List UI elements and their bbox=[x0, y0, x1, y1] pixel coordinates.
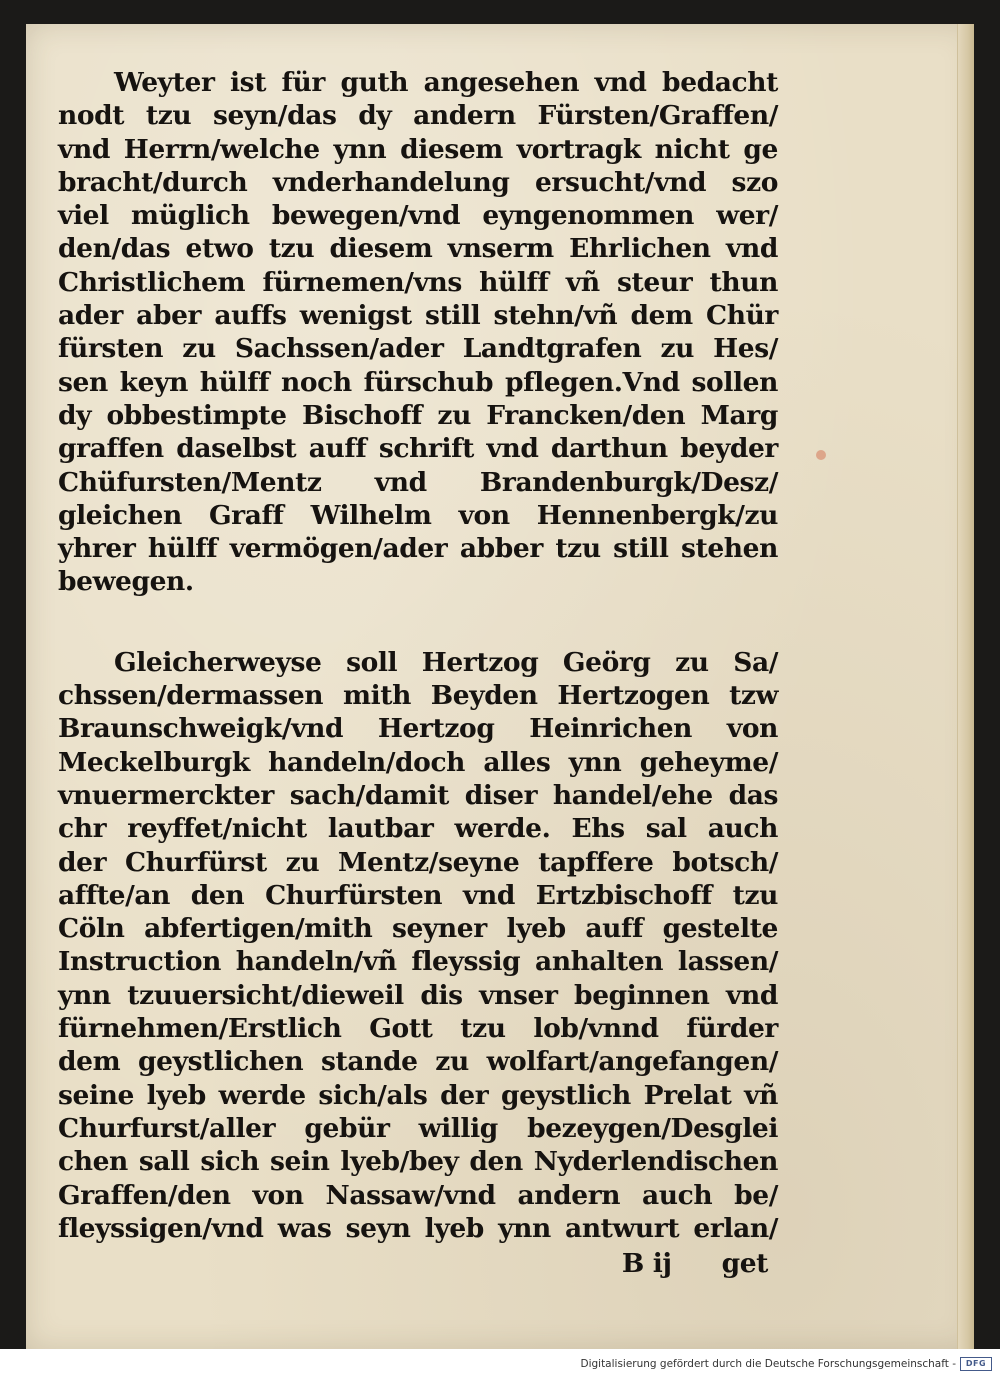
page-text bbox=[58, 66, 778, 1280]
text-line: vnuermerckter sach/damit diser handel/ehe das bbox=[58, 779, 778, 811]
text-line: ynn tzuuersicht/dieweil dis vnser beginnen vnd bbox=[58, 979, 778, 1011]
paragraph-gap bbox=[58, 599, 778, 646]
text-line: Christlichem fürnemen/vns hülff vñ steur thun bbox=[58, 266, 778, 298]
text-line: fleyssigen/vnd was seyn lyeb ynn antwurt erlan/ bbox=[58, 1212, 778, 1244]
text-line: Churfurst/aller gebür willig bezeygen/Desglei bbox=[58, 1112, 778, 1144]
signature-mark: B ij bbox=[621, 1248, 672, 1280]
text-line: sen keyn hülff noch fürschub pflegen.Vnd sollen bbox=[58, 366, 778, 398]
text-line: graffen daselbst auff schrift vnd darthun beyder bbox=[58, 433, 778, 465]
page-edge bbox=[957, 24, 974, 1349]
catchword: get bbox=[721, 1248, 768, 1280]
text-line: ader aber auffs wenigst still stehn/vñ dem Chür bbox=[58, 300, 778, 332]
text-line: den/das etwo tzu diesem vnserm Ehrlichen vnd bbox=[58, 233, 778, 265]
text-line: yhrer hülff vermögen/ader abber tzu still stehen bbox=[58, 533, 778, 565]
text-line: Gleicherweyse soll Hertzog Geörg zu Sa/ bbox=[114, 646, 778, 678]
text-line: Weyter ist für guth angesehen vnd bedacht bbox=[114, 67, 778, 98]
text-line: Cöln abfertigen/mith seyner lyeb auff gestelte bbox=[58, 913, 778, 945]
catchline bbox=[58, 1247, 778, 1280]
funding-credit: Digitalisierung gefördert durch die Deutsche Forschungsgemeinschaft - bbox=[580, 1358, 956, 1370]
paragraph-2 bbox=[58, 646, 778, 1245]
text-line: affte/an den Churfürsten vnd Ertzbischoff tzu bbox=[58, 879, 778, 911]
text-line: bewegen. bbox=[58, 566, 194, 598]
text-line: chr reyffet/nicht lautbar werde. Ehs sal auch bbox=[58, 813, 778, 845]
text-line: chssen/dermassen mith Beyden Hertzogen tzw bbox=[58, 680, 778, 712]
text-line: Graffen/den von Nassaw/vnd andern auch be/ bbox=[58, 1179, 778, 1211]
footer-bar bbox=[0, 1349, 1000, 1379]
text-line: Chüfursten/Mentz vnd Brandenburgk/Desz/ bbox=[58, 466, 778, 498]
text-line: fürnehmen/Erstlich Gott tzu lob/vnnd fürder bbox=[58, 1013, 778, 1045]
text-line: vnd Herrn/welche ynn diesem vortragk nicht ge bbox=[58, 133, 778, 165]
text-line: chen sall sich sein lyeb/bey den Nyderlendischen bbox=[58, 1146, 778, 1178]
text-line: dy obbestimpte Bischoff zu Francken/den Marg bbox=[58, 399, 778, 431]
ink-stain bbox=[816, 450, 826, 460]
text-line: viel müglich bewegen/vnd eyngenommen wer/ bbox=[58, 200, 778, 232]
text-line: dem geystlichen stande zu wolfart/angefangen/ bbox=[58, 1046, 778, 1078]
text-line: nodt tzu seyn/das dy andern Fürsten/Graffen/ bbox=[58, 100, 778, 132]
text-line: der Churfürst zu Mentz/seyne tapffere botsch/ bbox=[58, 846, 778, 878]
text-line: seine lyeb werde sich/als der geystlich Prelat vñ bbox=[58, 1079, 778, 1111]
text-line: Braunschweigk/vnd Hertzog Heinrichen von bbox=[58, 713, 778, 745]
text-line: gleichen Graff Wilhelm von Hennenbergk/zu bbox=[58, 499, 778, 531]
book-page bbox=[26, 24, 974, 1349]
paragraph-1 bbox=[58, 66, 778, 599]
dfg-logo: DFG bbox=[960, 1357, 992, 1371]
text-line: Meckelburgk handeln/doch alles ynn geheyme/ bbox=[58, 746, 778, 778]
text-line: Instruction handeln/vñ fleyssig anhalten lassen/ bbox=[58, 946, 778, 978]
text-line: bracht/durch vnderhandelung ersucht/vnd szo bbox=[58, 166, 778, 198]
text-line: fürsten zu Sachssen/ader Landtgrafen zu Hes/ bbox=[58, 333, 778, 365]
